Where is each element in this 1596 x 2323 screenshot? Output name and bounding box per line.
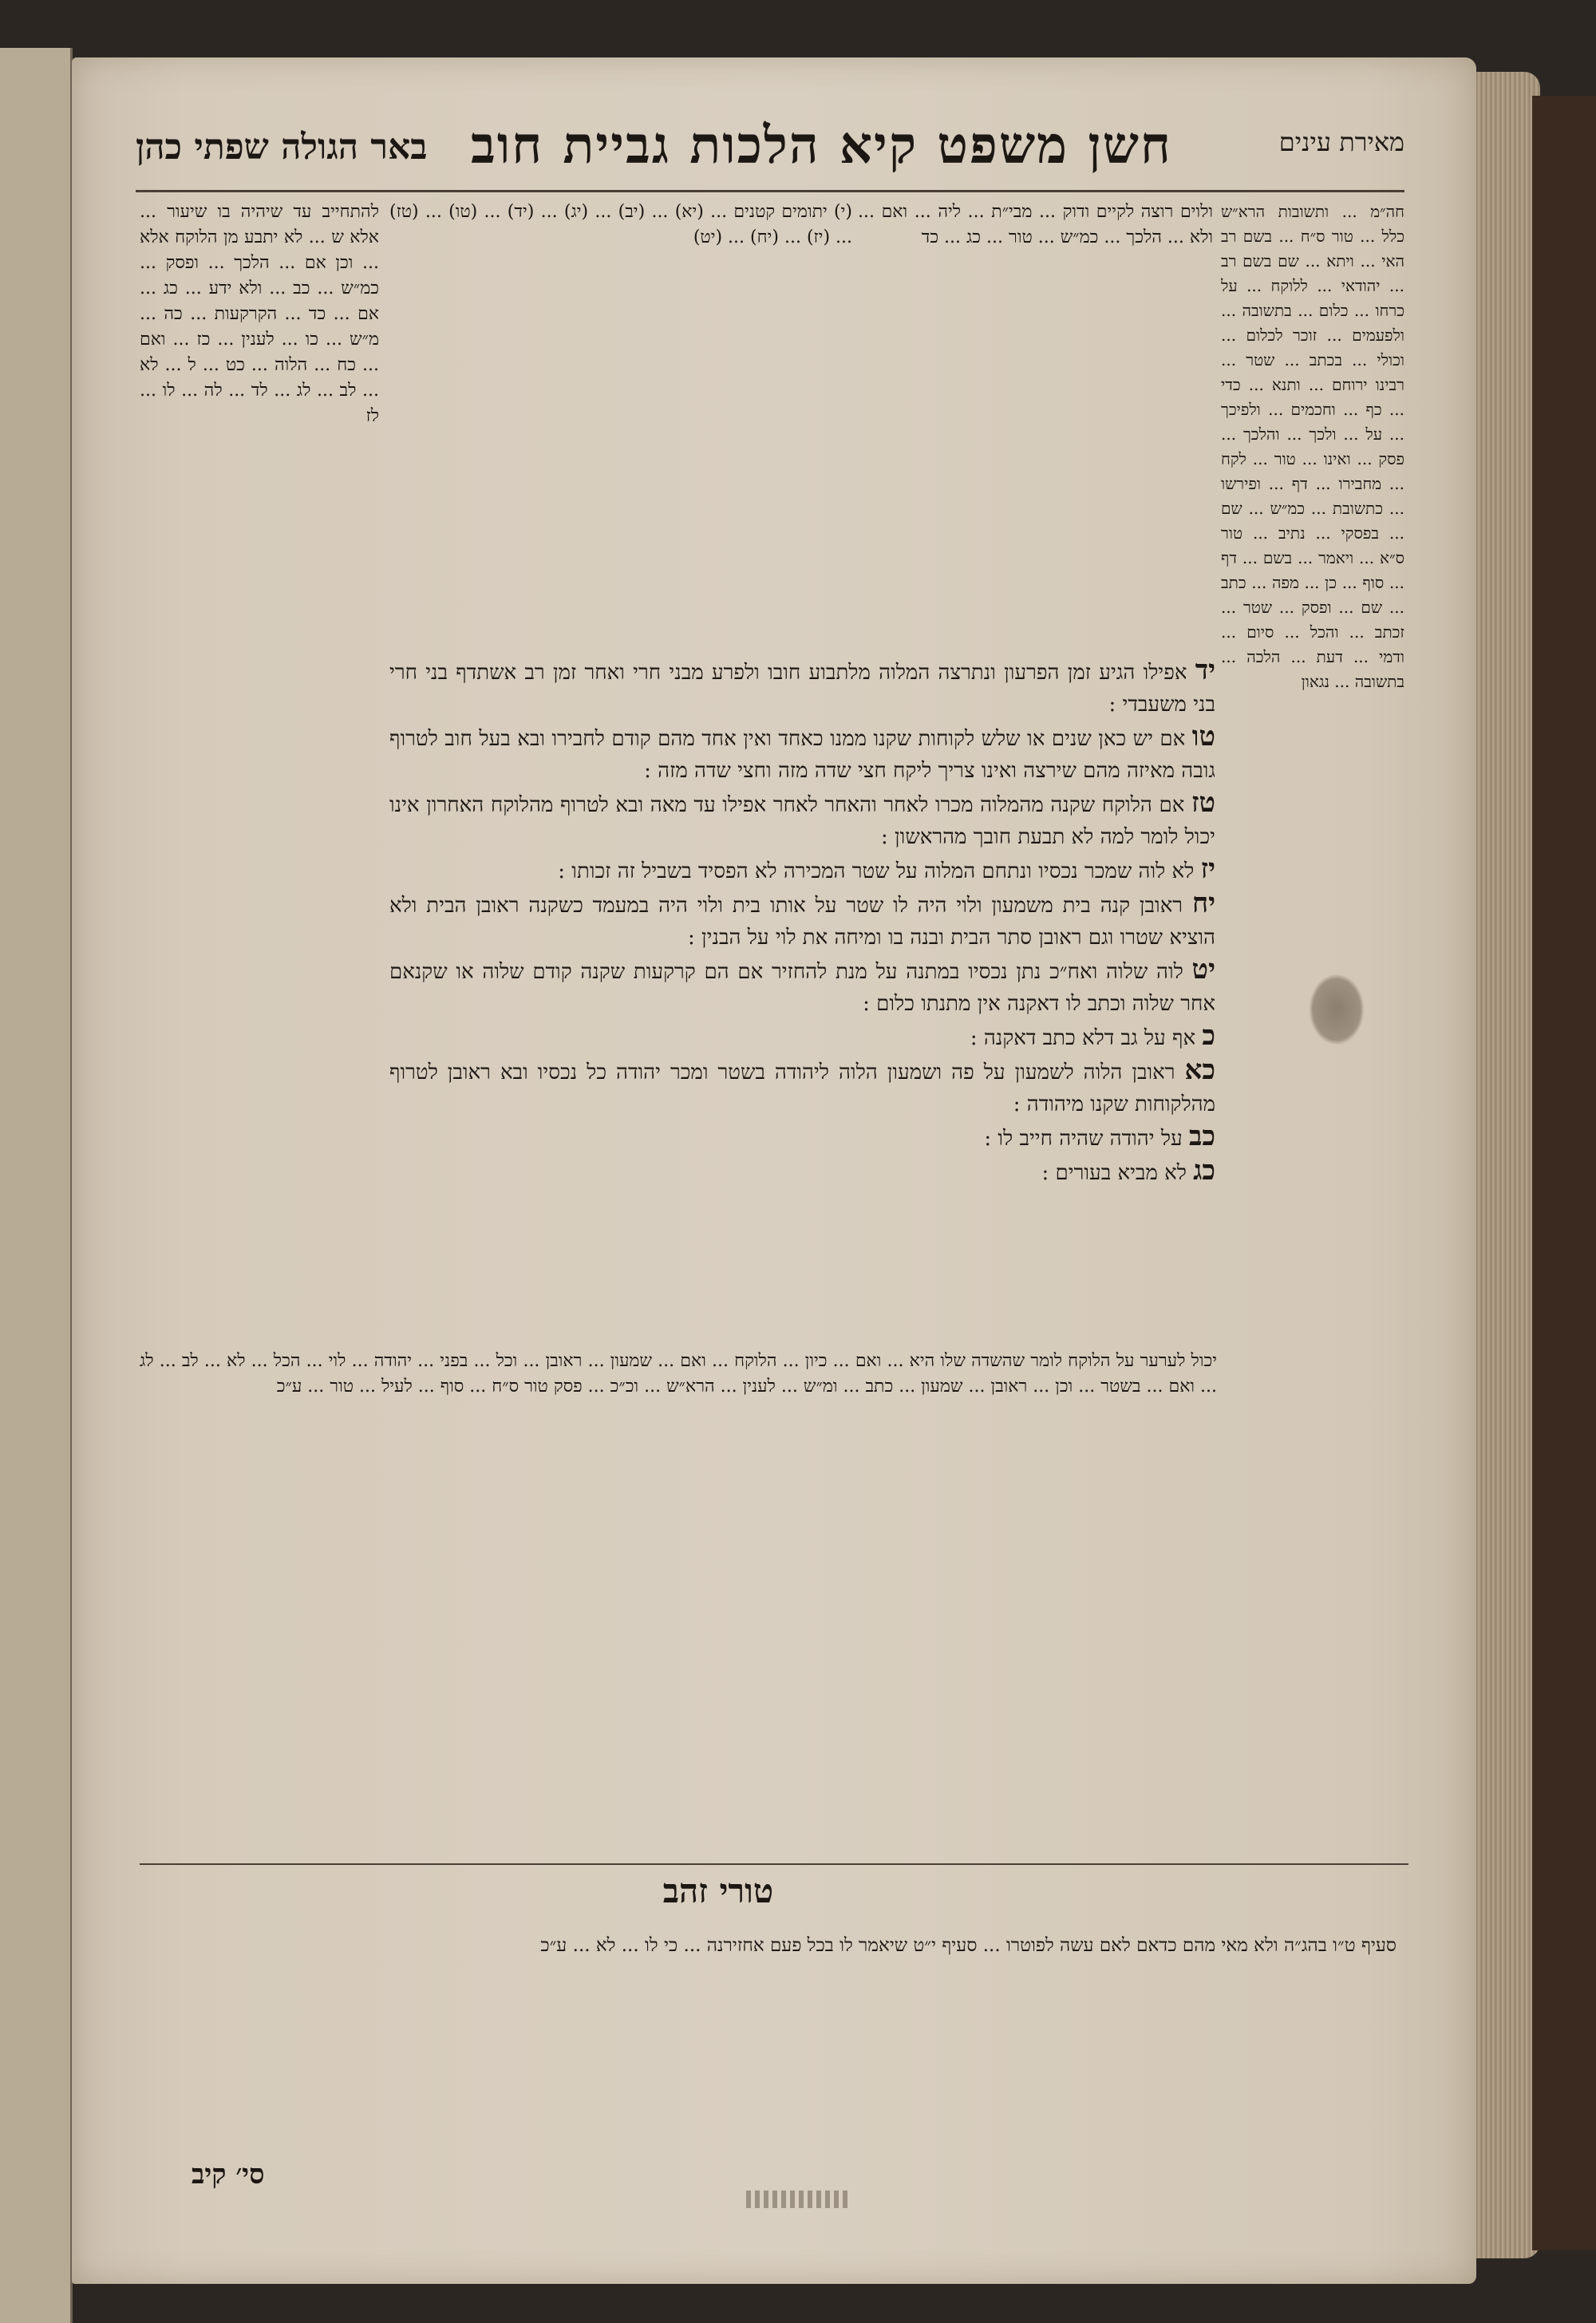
paragraph [389,721,1215,787]
paragraph [389,954,1215,1020]
paragraph [389,1155,1215,1189]
paragraph-number: יז [1200,853,1215,885]
column-text: (י) יתומים קטנים ... (יא) ... (יב) ... (יג) ... (יד) ... (טו) ... (טז) ... (יז) ... (יח) ... (יט) [389,202,852,247]
running-header [136,116,1404,188]
turei-zahav-title: טורי זהב [662,1871,774,1910]
column-text: חה״מ ... ותשובות הרא״ש כלל ... טור ס״ח ... בשם רב האי ... ויתא ... שם בשם רב ... יהודאי ... ללוקח ... על כרחו ... כלום ... בתשובה ... ולפעמים ... זוכר לכלום ... וכולי ... בכתב ... שטר ... רבינו ירוחם ... ותנא ... כדי ... כף ... וחכמים ... ולפיכך ... על ... ולכך ... והלכך ... פסק ... ואינו ... טור ... לקח ... מחבירו ... דף ... ופירשו ... כתשובת ... כמ״ש ... שם ... בפסקי ... נתיב ... טור ס״א ... ויאמר ... בשם ... דף ... סוף ... כן ... מפה ... כתב ... שם ... ופסק ... שטר ... זכתב ... והכל ... סיום ... ודמי ... דעת ... הלכה ... בתשובה ... נגאון [1221,202,1404,691]
header-title: חשן משפט קיא הלכות גביית חוב [471,116,1172,176]
page-signature: סי׳ קיב [192,2159,265,2191]
column-lower-commentary [140,1349,1217,1851]
page-stain [1309,974,1365,1045]
paragraph [389,853,1215,887]
column-shach-right [858,200,1213,646]
column-beer-hagolah [1221,200,1404,1899]
paragraph-text: לוה שלוה ואח״כ נתן נכסיו במתנה על מנת להחזיר אם הם קרקעות שקנה קודם שלוה או שקנאם אחר שלוה וכתב לו דאקנה אין מתנתו כלום : [389,960,1215,1016]
paragraph [389,1020,1215,1054]
facing-page-edge [0,48,73,2323]
paragraph [389,1120,1215,1155]
paragraph-text: אם יש כאן שנים או שלש לקוחות שקנו ממנו כאחד ואין אחד מהם קודם לחבירו ובא בעל חוב לטרוף גובה מאיזה מהם שירצה ואינו צריך ליקח חצי שדה מזה וחצי שדה מזה : [389,727,1215,783]
header-right-commentary: באר הגולה שפתי כהן [136,127,428,168]
paragraph [389,887,1215,954]
paragraph-number: טו [1191,721,1215,753]
column-text: יכול לערער על הלוקח לומר שהשדה שלו היא ... ואם ... כיון ... הלוקח ... ואם ... שמעון ... ראובן ... וכל ... בפני ... יהודה ... לוי ... הכל ... לא ... לב ... לג ... ואם ... בשטר ... וכן ... ראובן ... שמעון ... כתב ... ומ״ש ... לענין ... הרא״ש ... וכ״כ ... פסק טור ס״ח ... סוף ... לעיל ... טור ... ע״כ [140,1351,1217,1397]
column-shach-left [389,200,852,646]
paragraph-number: יד [1195,654,1215,686]
book-cover-edge [1532,96,1596,2250]
paragraph-number: כג [1193,1155,1215,1187]
header-left-commentary: מאירת עינים [1278,127,1404,157]
paragraph-text: אף על גב דלא כתב דאקנה : [970,1026,1196,1050]
paragraph [389,654,1215,721]
paragraph-text: אם הלוקח שקנה מהמלוה מכרו לאחר והאחר לאחר אפילו עד מאה ובא לטרוף מהלוקח האחרון אינו יכול לומר למה לא תבעת חובך מהראשון : [389,793,1215,849]
paragraph-number: יח [1191,887,1215,919]
column-text: להתחייב עד שיהיה בו שיעור ... אלא ש ... לא יתבע מן הלוקח אלא ... וכן אם ... הלכך ... ופסק ... כמ״ש ... כב ... ולא ידע ... כג ... אם ... כד ... הקרקעות ... כה ... מ״ש ... כו ... לענין ... כז ... ואם ... כח ... הלוה ... כט ... ל ... לא ... לב ... לג ... לד ... לה ... לו ... לז [140,202,379,426]
column-meirat-einayim [140,200,379,1301]
paragraph-number: יט [1191,954,1215,986]
main-text-block [389,654,1215,1349]
paragraph-text: ראובן קנה בית משמעון ולוי היה לו שטר על אותו בית ולוי היה במעמד כשקנה ראובן הבית ולא הוציא שטרו וגם ראובן סתר הבית ובנה בו ומיחה את לוי על הבנין : [389,894,1215,950]
turei-zahav-text: סעיף ט״ו בהג״ה ולא מאי מהם כדאם לאם עשה לפוטרו ... סעיף י״ט שיאמר לו בכל פעם אחזירנה ... כי לו ... לא ... ע״כ [540,1935,1396,1956]
paragraph-text: לא מביא בעורים : [1041,1161,1187,1185]
paragraph-number: כא [1184,1054,1215,1086]
paragraph-text: אפילו הגיע זמן הפרעון ונתרצה המלוה מלתבוע חובו ולפרע מבני חרי ואחר זמן רב אשתדף בני חרי בני משעבדי : [389,661,1215,717]
paragraph-text: ראובן הלוה לשמעון על פה ושמעון הלוה ליהודה בשטר ומכר יהודה כל נכסיו ובא ראובן לטרוף מהלקוחות שקנו מיהודה : [389,1061,1215,1116]
paragraph-number: כב [1188,1120,1215,1152]
paragraph-text: לא לוה שמכר נכסיו ונתחם המלוה על שטר המכירה לא הפסיד בשביל זה זכותו : [558,859,1195,883]
paragraph-number: טז [1191,787,1215,819]
header-rule [136,190,1404,192]
paragraph-text: על יהודה שהיה חייב לו : [984,1127,1183,1151]
section-rule [140,1863,1408,1865]
column-text: ולוים רוצה לקיים ודוק ... מבי״ת ... ליה ... ואם ... ולא ... הלכך ... כמ״ש ... טור ... כג ... כד [858,202,1213,247]
paragraph-number: כ [1202,1020,1215,1052]
paragraph [389,787,1215,853]
paragraph [389,1054,1215,1120]
catchword-mark [746,2191,850,2208]
